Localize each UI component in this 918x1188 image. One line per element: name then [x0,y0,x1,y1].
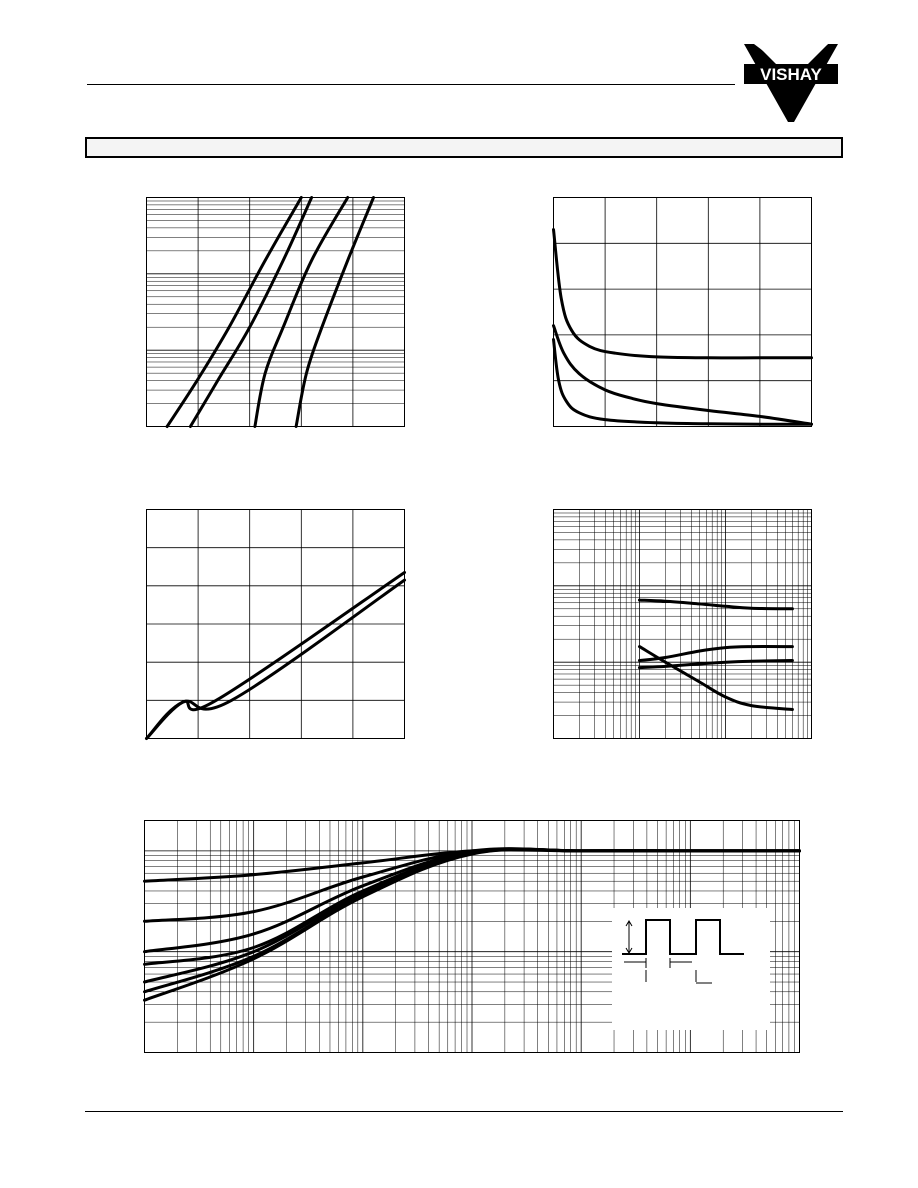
footer-rule [85,1111,843,1112]
grid-major [146,509,405,739]
series-group [554,230,812,425]
series-line-1 [554,230,812,358]
grid-minor [553,509,812,739]
section-banner [85,137,843,158]
vishay-logo [742,42,840,124]
grid-major [553,509,812,739]
series-group [640,600,793,709]
series-line-1 [640,600,793,609]
grid-major [553,197,812,427]
chart-forward-characteristics [146,197,405,427]
series-group [147,573,405,739]
brand-name: VISHAY [760,65,822,84]
series-line-2 [554,326,812,425]
series-line-1 [167,198,301,427]
chart-transient-thermal-impedance [144,820,800,1053]
pulse-waveform-inset [612,908,770,1030]
inset-background [612,908,770,1030]
series-line-4 [296,198,373,427]
series-line-1 [147,573,405,739]
chart-linear-threshold [146,509,405,739]
plot-frame [147,198,405,427]
series-line-3 [640,647,793,661]
chart-capacitance [553,509,812,739]
header-rule [87,84,735,85]
plot-frame [554,510,812,739]
chart-decay-curves [553,197,812,427]
series-line-2 [640,647,793,710]
grid-minor [146,201,405,404]
series-line-2 [147,580,405,738]
series-line-2 [190,198,311,427]
plot-frame [554,198,812,427]
grid-major [146,197,405,427]
